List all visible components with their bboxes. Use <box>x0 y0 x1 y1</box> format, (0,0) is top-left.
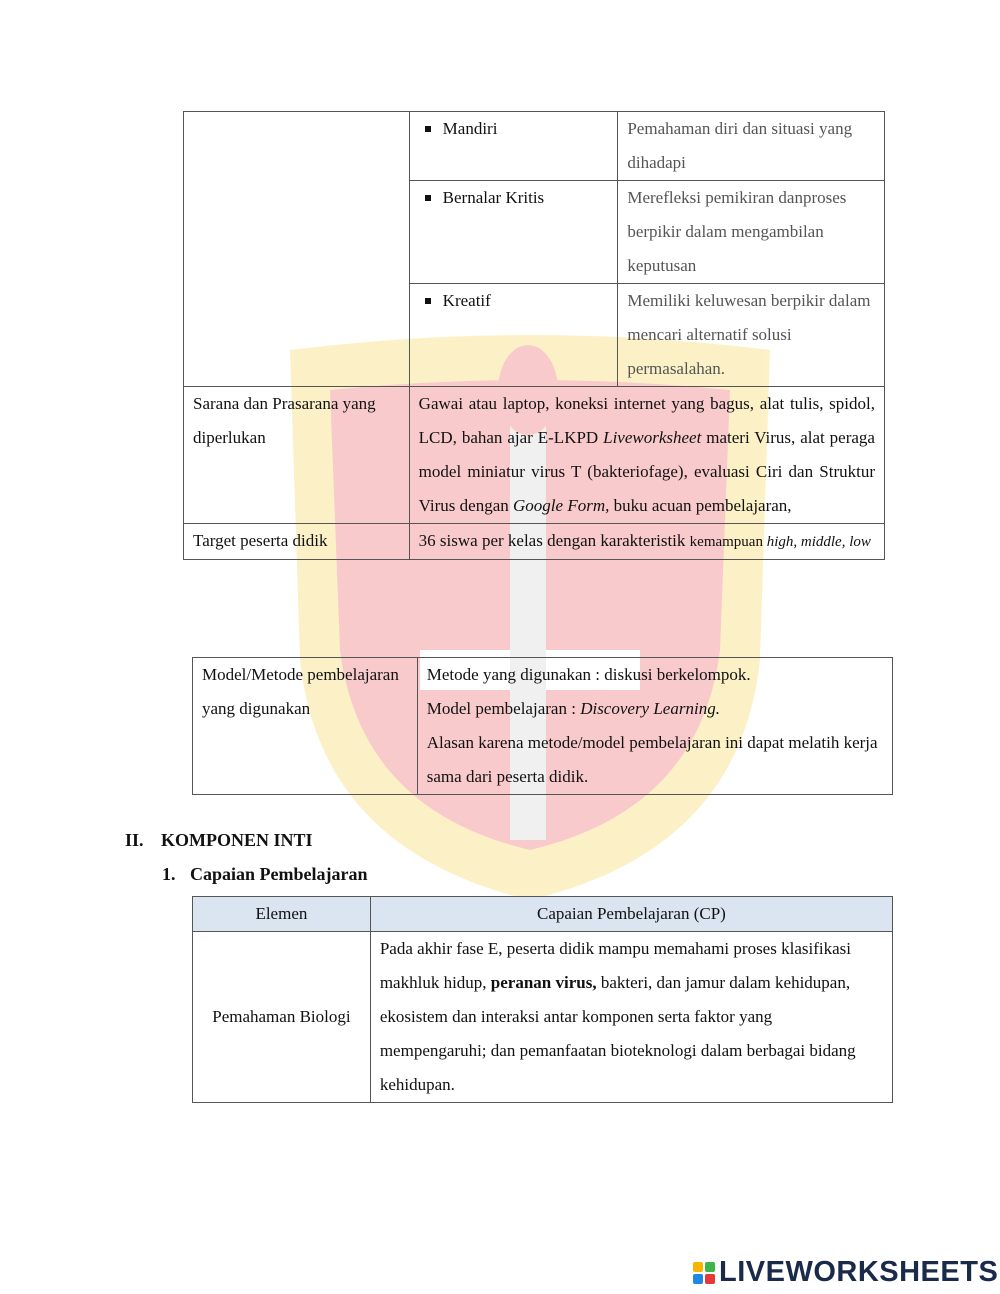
model-line-method: Metode yang digunakan : diskusi berkelompok. <box>426 665 751 684</box>
liveworksheets-logo <box>693 1256 998 1289</box>
subsection-heading: 1. Capaian Pembelajaran <box>162 864 368 884</box>
capaian-pembelajaran-table <box>192 896 893 1103</box>
target-content: 36 siswa per kelas dengan karakteristik kemampuan high, middle, low <box>409 524 884 560</box>
target-label: Target peserta didik <box>184 524 410 560</box>
profile-and-facilities-table <box>183 111 885 560</box>
empty-cell <box>184 112 410 387</box>
section-heading: II. KOMPONEN INTI <box>125 830 313 850</box>
profile-description: Pemahaman diri dan situasi yang dihadapi <box>618 112 885 181</box>
bullet-square-icon <box>425 126 431 132</box>
profile-description: Memiliki keluwesan berpikir dalam mencari alternatif solusi permasalahan. <box>618 284 885 387</box>
bullet-square-icon <box>425 298 431 304</box>
sarana-label: Sarana dan Prasarana yang diperlukan <box>184 387 410 524</box>
model-content <box>417 658 892 795</box>
model-label: Model/Metode pembelajaran yang digunakan <box>193 658 418 795</box>
header-elemen: Elemen <box>193 897 371 932</box>
sarana-content: Gawai atau laptop, koneksi internet yang bagus, alat tulis, spidol, LCD, bahan ajar E-LKPD Liveworksheet materi Virus, alat peraga model miniatur virus T (bakteriofage), evaluasi Ciri dan Struktur Virus dengan Google Form, buku acuan pembelajaran, <box>409 387 884 524</box>
header-cp: Capaian Pembelajaran (CP) <box>370 897 892 932</box>
bullet-square-icon <box>425 195 431 201</box>
logo-squares-icon <box>693 1262 715 1284</box>
profile-item: Kreatif <box>409 284 618 387</box>
model-line-reason: Alasan karena metode/model pembelajaran ini dapat melatih kerja sama dari peserta didik. <box>426 733 878 786</box>
profile-description: Merefleksi pemikiran danproses berpikir dalam mengambilan keputusan <box>618 181 885 284</box>
learning-model-table <box>192 657 893 795</box>
model-line-model: Model pembelajaran : Discovery Learning. <box>426 699 720 718</box>
profile-item: Bernalar Kritis <box>409 181 618 284</box>
logo-text: LIVEWORKSHEETS <box>719 1256 999 1288</box>
cp-cell: Pada akhir fase E, peserta didik mampu memahami proses klasifikasi makhluk hidup, peranan virus, bakteri, dan jamur dalam kehidupan, ekosistem dan interaksi antar komponen serta faktor yang mempengaruhi; dan pemanfaatan bioteknologi dalam berbagai bidang kehidupan. <box>370 932 892 1103</box>
profile-item: Mandiri <box>409 112 618 181</box>
elemen-cell: Pemahaman Biologi <box>193 932 371 1103</box>
